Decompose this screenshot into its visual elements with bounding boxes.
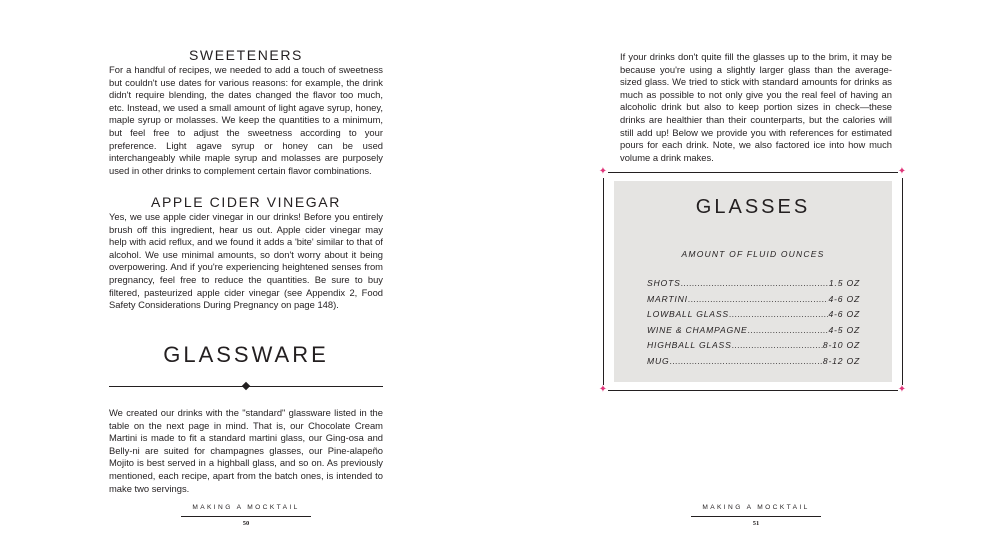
leader-dots bbox=[729, 307, 829, 323]
footer-rule bbox=[181, 516, 311, 517]
glasses-title: GLASSES bbox=[695, 196, 811, 218]
leader-dots bbox=[748, 323, 829, 339]
table-row bbox=[647, 276, 860, 292]
table-row bbox=[647, 292, 860, 308]
glass-amount: 1.5 OZ bbox=[828, 278, 860, 288]
glassware-body: We created our drinks with the "standard" glassware listed in the table on the next page in mind. That is, our Chocolate Cream Martini is made to fit a standard martini glass, our Ging-osa and Belly-ni are suited for champagnes glasses, our Pine-alapeño Mojito is best served in a highball glass, and so on. As previously mentioned, each recipe, apart from the batch ones, is intended to make two servings. bbox=[109, 407, 383, 494]
frame-right-line bbox=[902, 178, 903, 385]
glass-amount: 8-12 OZ bbox=[822, 355, 860, 366]
sweeteners-heading: SWEETENERS bbox=[188, 47, 303, 63]
running-head: MAKING A MOCKTAIL bbox=[192, 504, 300, 511]
glass-amount: 4-6 OZ bbox=[828, 293, 860, 304]
leader-dots bbox=[681, 276, 829, 292]
glass-name: SHOTS bbox=[647, 278, 681, 288]
right-page bbox=[500, 0, 1000, 551]
vinegar-body: Yes, we use apple cider vinegar in our drinks! Before you entirely brush off this ingredient, hear us out. Apple cider vinegar may help with acid reflux, and we found it adds a 'bite' similar to that of alcohol. We use minimal amounts, so don't worry about it being overpowering. And if you're experiencing heightened senses from pregnancy, feel free to reduce the quantities. Be sure to buy filtered, pasteurized apple cider vinegar (see Appendix 2, Food Safety Considerations During Pregnancy on page 148). bbox=[109, 211, 383, 311]
frame-top-line bbox=[608, 172, 898, 173]
glass-name: LOWBALL GLASS bbox=[647, 309, 729, 320]
leader-dots bbox=[669, 354, 822, 370]
table-row bbox=[647, 323, 860, 339]
leader-dots bbox=[688, 292, 829, 308]
table-row bbox=[647, 338, 860, 354]
glass-name: MARTINI bbox=[647, 293, 688, 304]
sweeteners-section bbox=[109, 47, 383, 177]
glass-name: HIGHBALL GLASS bbox=[647, 340, 732, 351]
page-number: 51 bbox=[752, 520, 760, 527]
table-row bbox=[647, 307, 860, 323]
glass-amount: 4-6 OZ bbox=[828, 309, 860, 320]
glassware-heading: GLASSWARE bbox=[163, 342, 329, 367]
table-row bbox=[647, 354, 860, 370]
vinegar-heading: APPLE CIDER VINEGAR bbox=[151, 194, 341, 210]
corner-star-icon: ✦ bbox=[598, 166, 608, 177]
corner-star-icon: ✦ bbox=[598, 384, 608, 395]
footer-rule bbox=[691, 516, 821, 517]
glasses-table bbox=[647, 276, 860, 370]
corner-star-icon: ✦ bbox=[897, 166, 907, 177]
glassware-heading-block bbox=[109, 342, 383, 368]
glass-name: WINE & CHAMPAGNE bbox=[647, 324, 748, 335]
frame-bottom-line bbox=[608, 390, 898, 391]
page-number: 50 bbox=[242, 520, 250, 527]
corner-star-icon: ✦ bbox=[897, 384, 907, 395]
running-head: MAKING A MOCKTAIL bbox=[702, 504, 810, 511]
glass-amount: 8-10 OZ bbox=[822, 340, 860, 351]
glass-amount: 4-5 OZ bbox=[828, 324, 860, 335]
sweeteners-body: For a handful of recipes, we needed to add a touch of sweetness but couldn't use dates for various reasons: for example, the drink didn't require blending, the dates changed the flavor too much, etc. Instead, we used a small amount of light agave syrup, honey, maple syrup or molasses. We keep the quantities to a minimum, but feel free to adjust the sweetness according to your preference. Light agave syrup or honey can be used interchangeably while maple syrup and molasses are purposely used in other drinks to complement certain flavor combinations. bbox=[109, 64, 383, 176]
glass-name: MUG bbox=[647, 355, 670, 366]
right-footer bbox=[676, 504, 836, 527]
vinegar-section bbox=[109, 194, 383, 312]
glassware-section bbox=[109, 406, 383, 495]
frame-left-line bbox=[603, 178, 604, 385]
intro-section bbox=[620, 50, 892, 164]
left-footer bbox=[166, 504, 326, 527]
glasses-subtitle: AMOUNT OF FLUID OUNCES bbox=[681, 249, 825, 259]
intro-body: If your drinks don't quite fill the glasses up to the brim, it may be because you're using a slightly larger glass than the average-sized glass. We tried to stick with standard amounts for drinks as much as possible to not only give you the real feel of having an alcoholic drink but also to keep portion sizes in check—these drinks are healthier than their counterparts, but the calories will still add up! Below we provide you with references for estimated pours for each drink. Note, we also factored ice into how much volume a drink makes. bbox=[620, 51, 892, 163]
leader-dots bbox=[732, 338, 823, 354]
divider-diamond-icon bbox=[242, 382, 250, 390]
glasses-panel bbox=[614, 181, 892, 382]
